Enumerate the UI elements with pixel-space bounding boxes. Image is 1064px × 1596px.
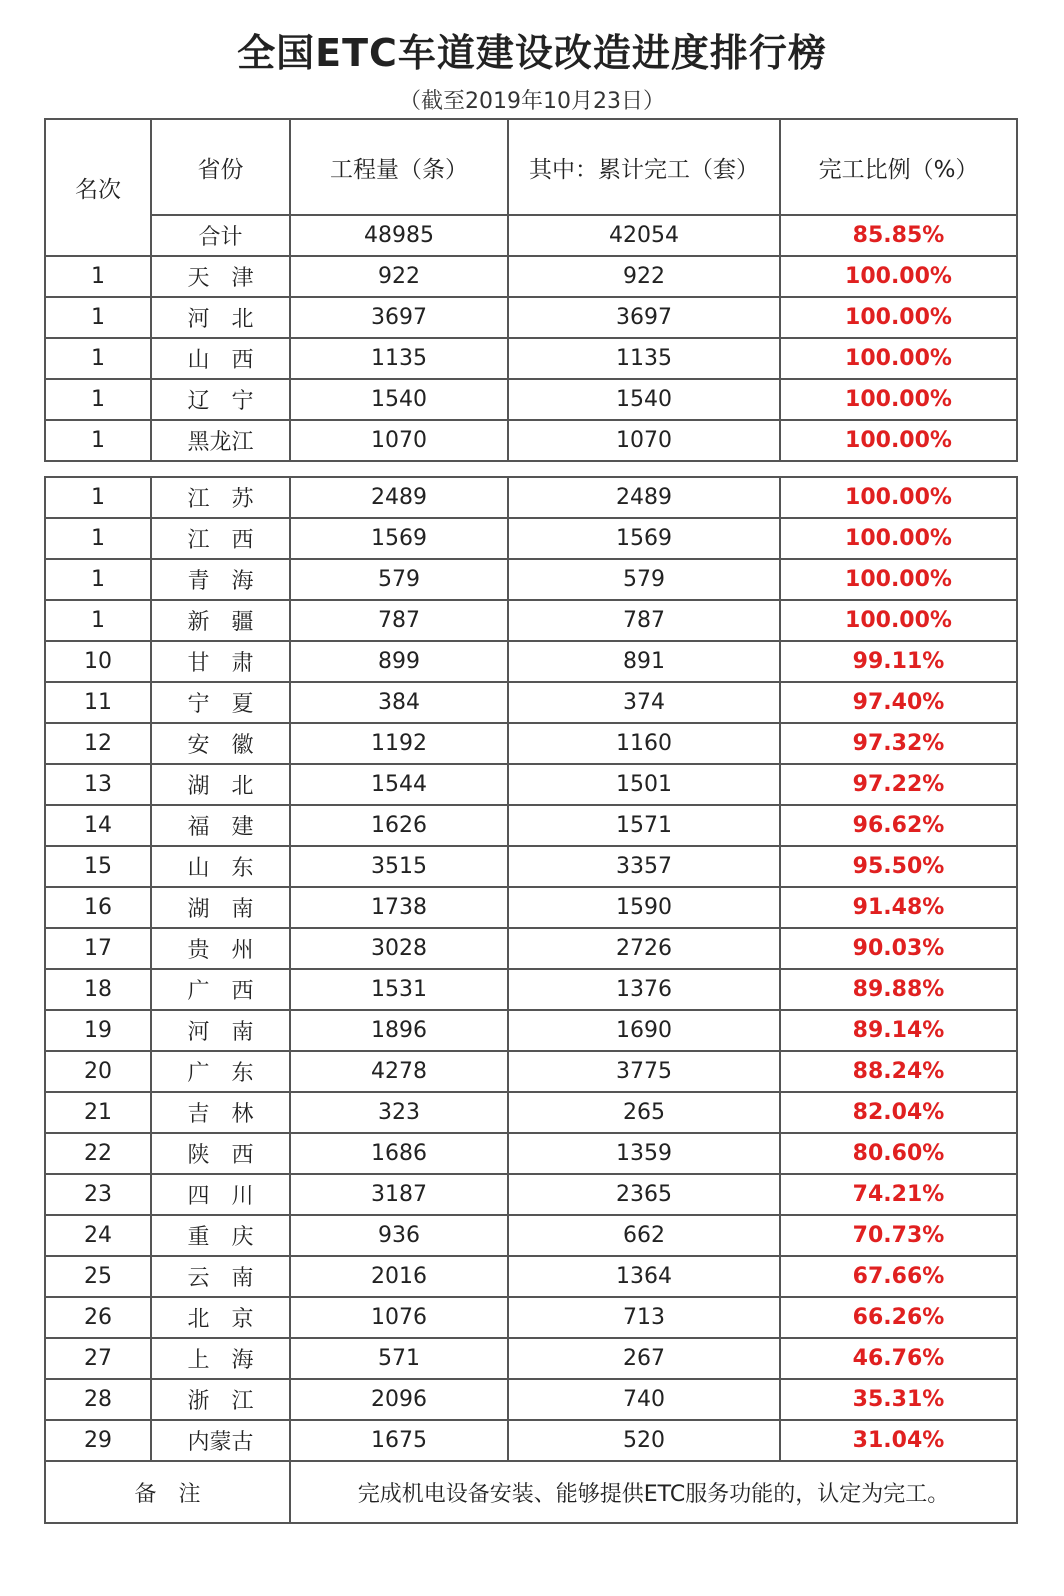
province-cell: 山 西	[151, 338, 290, 379]
ratio-cell: 46.76%	[780, 1338, 1017, 1379]
table-row	[45, 1379, 1017, 1420]
province-cell: 陕 西	[151, 1133, 290, 1174]
table-row	[45, 723, 1017, 764]
completed-cell: 2726	[508, 928, 780, 969]
table-row	[45, 1420, 1017, 1461]
workload-cell: 1569	[290, 518, 508, 559]
header-workload: 工程量（条）	[290, 119, 508, 215]
rank-cell: 19	[45, 1010, 151, 1051]
completed-cell: 1364	[508, 1256, 780, 1297]
completed-cell: 1376	[508, 969, 780, 1010]
workload-cell: 571	[290, 1338, 508, 1379]
completed-cell: 1571	[508, 805, 780, 846]
workload-cell: 1540	[290, 379, 508, 420]
rank-cell: 23	[45, 1174, 151, 1215]
completed-cell: 787	[508, 600, 780, 641]
rank-cell: 1	[45, 559, 151, 600]
rank-cell: 21	[45, 1092, 151, 1133]
province-cell: 贵 州	[151, 928, 290, 969]
ratio-cell: 90.03%	[780, 928, 1017, 969]
ranking-table-part2	[44, 476, 1018, 1524]
workload-cell: 384	[290, 682, 508, 723]
table-row	[45, 1174, 1017, 1215]
rank-cell: 22	[45, 1133, 151, 1174]
ratio-cell: 100.00%	[780, 297, 1017, 338]
rank-cell: 1	[45, 297, 151, 338]
total-label: 合计	[151, 215, 290, 256]
ratio-cell: 82.04%	[780, 1092, 1017, 1133]
table-row	[45, 1133, 1017, 1174]
page-subtitle: （截至2019年10月23日）	[399, 89, 665, 114]
total-completed: 42054	[508, 215, 780, 256]
province-cell: 河 南	[151, 1010, 290, 1051]
workload-cell: 1686	[290, 1133, 508, 1174]
rank-cell: 12	[45, 723, 151, 764]
header-province: 省份	[151, 119, 290, 215]
ratio-cell: 66.26%	[780, 1297, 1017, 1338]
ratio-cell: 89.88%	[780, 969, 1017, 1010]
table-row	[45, 1010, 1017, 1051]
workload-cell: 3515	[290, 846, 508, 887]
province-cell: 辽 宁	[151, 379, 290, 420]
completed-cell: 3697	[508, 297, 780, 338]
table-row	[45, 764, 1017, 805]
workload-cell: 2016	[290, 1256, 508, 1297]
table-row	[45, 379, 1017, 420]
table-row	[45, 969, 1017, 1010]
province-cell: 青 海	[151, 559, 290, 600]
workload-cell: 1070	[290, 420, 508, 461]
table-row	[45, 518, 1017, 559]
province-cell: 山 东	[151, 846, 290, 887]
completed-cell: 922	[508, 256, 780, 297]
table-row	[45, 1338, 1017, 1379]
rank-cell: 16	[45, 887, 151, 928]
table-row	[45, 1256, 1017, 1297]
workload-cell: 2096	[290, 1379, 508, 1420]
province-cell: 重 庆	[151, 1215, 290, 1256]
ratio-cell: 96.62%	[780, 805, 1017, 846]
province-cell: 湖 南	[151, 887, 290, 928]
ratio-cell: 100.00%	[780, 379, 1017, 420]
completed-cell: 267	[508, 1338, 780, 1379]
province-cell: 四 川	[151, 1174, 290, 1215]
completed-cell: 520	[508, 1420, 780, 1461]
ratio-cell: 100.00%	[780, 518, 1017, 559]
completed-cell: 579	[508, 559, 780, 600]
workload-cell: 3697	[290, 297, 508, 338]
workload-cell: 787	[290, 600, 508, 641]
province-cell: 安 徽	[151, 723, 290, 764]
rank-cell: 26	[45, 1297, 151, 1338]
completed-cell: 374	[508, 682, 780, 723]
rank-cell: 20	[45, 1051, 151, 1092]
rank-cell: 1	[45, 256, 151, 297]
workload-cell: 922	[290, 256, 508, 297]
table-row	[45, 600, 1017, 641]
ratio-cell: 100.00%	[780, 600, 1017, 641]
completed-cell: 1690	[508, 1010, 780, 1051]
completed-cell: 1501	[508, 764, 780, 805]
province-cell: 上 海	[151, 1338, 290, 1379]
workload-cell: 936	[290, 1215, 508, 1256]
rank-cell: 1	[45, 420, 151, 461]
ratio-cell: 100.00%	[780, 477, 1017, 518]
page-title: 全国ETC车道建设改造进度排行榜	[237, 31, 827, 75]
note-row	[45, 1461, 1017, 1523]
workload-cell: 579	[290, 559, 508, 600]
province-cell: 广 西	[151, 969, 290, 1010]
ratio-cell: 97.22%	[780, 764, 1017, 805]
workload-cell: 1738	[290, 887, 508, 928]
table-row	[45, 682, 1017, 723]
workload-cell: 1675	[290, 1420, 508, 1461]
note-text: 完成机电设备安装、能够提供ETC服务功能的，认定为完工。	[290, 1461, 1017, 1523]
province-cell: 天 津	[151, 256, 290, 297]
province-cell: 宁 夏	[151, 682, 290, 723]
table-row	[45, 559, 1017, 600]
table-row	[45, 1051, 1017, 1092]
workload-cell: 1135	[290, 338, 508, 379]
ratio-cell: 100.00%	[780, 420, 1017, 461]
completed-cell: 713	[508, 1297, 780, 1338]
rank-cell: 1	[45, 518, 151, 559]
completed-cell: 1135	[508, 338, 780, 379]
total-workload: 48985	[290, 215, 508, 256]
completed-cell: 3775	[508, 1051, 780, 1092]
header-ratio: 完工比例（%）	[780, 119, 1017, 215]
province-cell: 新 疆	[151, 600, 290, 641]
rank-cell: 25	[45, 1256, 151, 1297]
completed-cell: 740	[508, 1379, 780, 1420]
workload-cell: 2489	[290, 477, 508, 518]
workload-cell: 899	[290, 641, 508, 682]
table-row	[45, 928, 1017, 969]
header-completed: 其中：累计完工（套）	[508, 119, 780, 215]
table-row	[45, 1215, 1017, 1256]
ranking-table-part1	[44, 118, 1018, 462]
ratio-cell: 74.21%	[780, 1174, 1017, 1215]
ratio-cell: 100.00%	[780, 559, 1017, 600]
completed-cell: 3357	[508, 846, 780, 887]
province-cell: 内蒙古	[151, 1420, 290, 1461]
completed-cell: 662	[508, 1215, 780, 1256]
ratio-cell: 88.24%	[780, 1051, 1017, 1092]
note-label: 备 注	[45, 1461, 290, 1523]
province-cell: 河 北	[151, 297, 290, 338]
province-cell: 云 南	[151, 1256, 290, 1297]
ratio-cell: 91.48%	[780, 887, 1017, 928]
header-row	[45, 119, 1017, 215]
rank-cell: 13	[45, 764, 151, 805]
completed-cell: 891	[508, 641, 780, 682]
workload-cell: 1544	[290, 764, 508, 805]
completed-cell: 1359	[508, 1133, 780, 1174]
ratio-cell: 100.00%	[780, 338, 1017, 379]
table-row	[45, 1297, 1017, 1338]
table-row	[45, 256, 1017, 297]
province-cell: 黑龙江	[151, 420, 290, 461]
workload-cell: 1896	[290, 1010, 508, 1051]
rank-cell: 28	[45, 1379, 151, 1420]
workload-cell: 3028	[290, 928, 508, 969]
ratio-cell: 35.31%	[780, 1379, 1017, 1420]
table-row	[45, 297, 1017, 338]
workload-cell: 1076	[290, 1297, 508, 1338]
total-ratio: 85.85%	[780, 215, 1017, 256]
completed-cell: 265	[508, 1092, 780, 1133]
rank-cell: 10	[45, 641, 151, 682]
rank-cell: 29	[45, 1420, 151, 1461]
table-row	[45, 641, 1017, 682]
rank-cell: 1	[45, 477, 151, 518]
rank-cell: 1	[45, 379, 151, 420]
completed-cell: 2365	[508, 1174, 780, 1215]
rank-cell: 11	[45, 682, 151, 723]
ratio-cell: 89.14%	[780, 1010, 1017, 1051]
rank-cell: 1	[45, 338, 151, 379]
rank-cell: 14	[45, 805, 151, 846]
province-cell: 江 苏	[151, 477, 290, 518]
table-row	[45, 887, 1017, 928]
province-cell: 广 东	[151, 1051, 290, 1092]
completed-cell: 1590	[508, 887, 780, 928]
workload-cell: 1192	[290, 723, 508, 764]
province-cell: 吉 林	[151, 1092, 290, 1133]
completed-cell: 1070	[508, 420, 780, 461]
rank-cell: 1	[45, 600, 151, 641]
table-row	[45, 477, 1017, 518]
ratio-cell: 100.00%	[780, 256, 1017, 297]
province-cell: 湖 北	[151, 764, 290, 805]
workload-cell: 323	[290, 1092, 508, 1133]
rank-cell: 15	[45, 846, 151, 887]
rank-cell: 24	[45, 1215, 151, 1256]
header-rank: 名次	[45, 119, 151, 256]
province-cell: 浙 江	[151, 1379, 290, 1420]
rank-cell: 17	[45, 928, 151, 969]
completed-cell: 1569	[508, 518, 780, 559]
rank-cell: 18	[45, 969, 151, 1010]
table-row	[45, 1092, 1017, 1133]
province-cell: 甘 肃	[151, 641, 290, 682]
table-row	[45, 338, 1017, 379]
table-row	[45, 805, 1017, 846]
ratio-cell: 99.11%	[780, 641, 1017, 682]
workload-cell: 3187	[290, 1174, 508, 1215]
completed-cell: 2489	[508, 477, 780, 518]
workload-cell: 1626	[290, 805, 508, 846]
ratio-cell: 97.32%	[780, 723, 1017, 764]
province-cell: 北 京	[151, 1297, 290, 1338]
rank-cell: 27	[45, 1338, 151, 1379]
ratio-cell: 67.66%	[780, 1256, 1017, 1297]
province-cell: 福 建	[151, 805, 290, 846]
ratio-cell: 95.50%	[780, 846, 1017, 887]
province-cell: 江 西	[151, 518, 290, 559]
table-row	[45, 420, 1017, 461]
workload-cell: 1531	[290, 969, 508, 1010]
ratio-cell: 31.04%	[780, 1420, 1017, 1461]
ratio-cell: 80.60%	[780, 1133, 1017, 1174]
table-row	[45, 846, 1017, 887]
total-row	[45, 215, 1017, 256]
ratio-cell: 70.73%	[780, 1215, 1017, 1256]
completed-cell: 1160	[508, 723, 780, 764]
completed-cell: 1540	[508, 379, 780, 420]
workload-cell: 4278	[290, 1051, 508, 1092]
ratio-cell: 97.40%	[780, 682, 1017, 723]
